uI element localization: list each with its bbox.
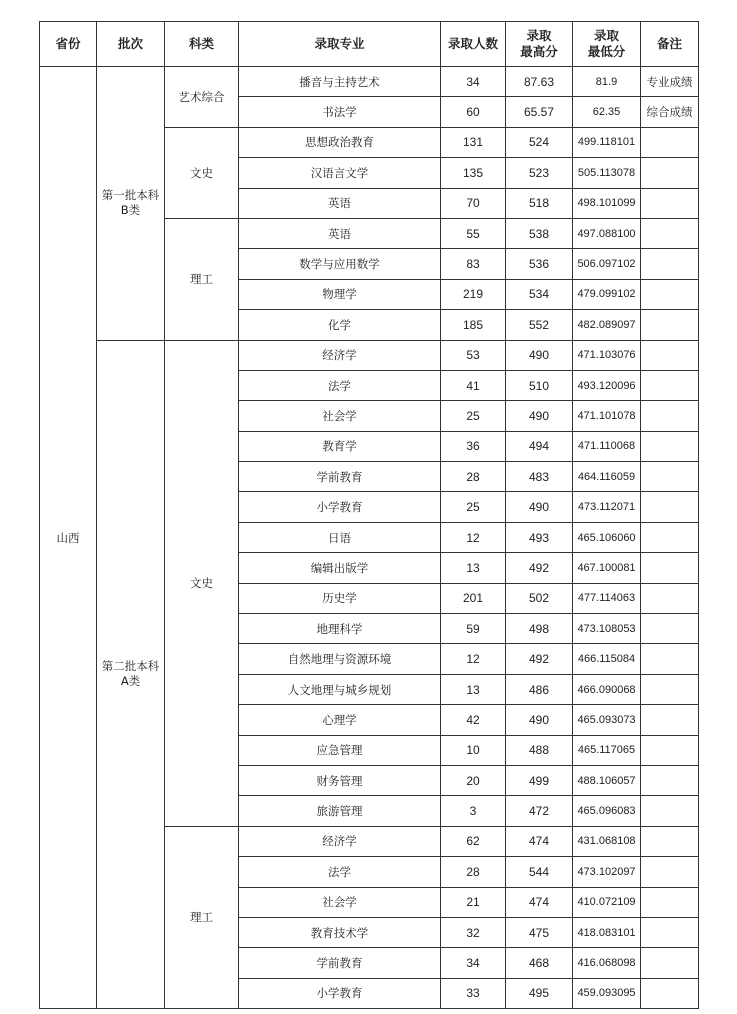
major-cell: 化学 bbox=[239, 310, 441, 340]
major-cell: 学前教育 bbox=[239, 948, 441, 978]
major-cell: 旅游管理 bbox=[239, 796, 441, 826]
count-cell: 33 bbox=[441, 978, 506, 1008]
count-cell: 135 bbox=[441, 158, 506, 188]
note-cell bbox=[641, 492, 699, 522]
header-province: 省份 bbox=[40, 22, 97, 67]
header-max-score bbox=[506, 22, 573, 67]
note-cell bbox=[641, 826, 699, 856]
max-score-cell: 536 bbox=[506, 249, 573, 279]
note-cell bbox=[641, 765, 699, 795]
max-score-cell: 474 bbox=[506, 826, 573, 856]
count-cell: 55 bbox=[441, 218, 506, 248]
count-cell: 219 bbox=[441, 279, 506, 309]
max-score-cell: 483 bbox=[506, 462, 573, 492]
min-score-cell: 493.120096 bbox=[573, 370, 641, 400]
max-score-cell: 552 bbox=[506, 310, 573, 340]
count-cell: 25 bbox=[441, 401, 506, 431]
max-score-cell: 492 bbox=[506, 644, 573, 674]
min-score-cell: 479.099102 bbox=[573, 279, 641, 309]
note-cell bbox=[641, 948, 699, 978]
max-score-cell: 523 bbox=[506, 158, 573, 188]
note-cell bbox=[641, 522, 699, 552]
major-cell: 汉语言文学 bbox=[239, 158, 441, 188]
count-cell: 12 bbox=[441, 644, 506, 674]
count-cell: 28 bbox=[441, 462, 506, 492]
min-score-cell: 431.068108 bbox=[573, 826, 641, 856]
header-batch: 批次 bbox=[97, 22, 165, 67]
count-cell: 83 bbox=[441, 249, 506, 279]
header-count: 录取人数 bbox=[441, 22, 506, 67]
batch-cell-2-line2: A类 bbox=[120, 674, 141, 689]
min-score-cell: 482.089097 bbox=[573, 310, 641, 340]
count-cell: 131 bbox=[441, 127, 506, 157]
count-cell: 185 bbox=[441, 310, 506, 340]
min-score-cell: 464.116059 bbox=[573, 462, 641, 492]
admission-table bbox=[39, 21, 699, 1009]
note-cell: 综合成绩 bbox=[641, 97, 699, 127]
max-score-cell: 490 bbox=[506, 705, 573, 735]
note-cell bbox=[641, 127, 699, 157]
min-score-cell: 81.9 bbox=[573, 67, 641, 97]
max-score-cell: 544 bbox=[506, 857, 573, 887]
min-score-cell: 497.088100 bbox=[573, 218, 641, 248]
major-cell: 自然地理与资源环境 bbox=[239, 644, 441, 674]
max-score-cell: 486 bbox=[506, 674, 573, 704]
count-cell: 41 bbox=[441, 370, 506, 400]
count-cell: 13 bbox=[441, 674, 506, 704]
major-cell: 社会学 bbox=[239, 401, 441, 431]
count-cell: 62 bbox=[441, 826, 506, 856]
count-cell: 60 bbox=[441, 97, 506, 127]
min-score-cell: 498.101099 bbox=[573, 188, 641, 218]
major-cell: 法学 bbox=[239, 857, 441, 887]
major-cell: 编辑出版学 bbox=[239, 553, 441, 583]
note-cell bbox=[641, 279, 699, 309]
note-cell bbox=[641, 431, 699, 461]
note-cell bbox=[641, 917, 699, 947]
count-cell: 70 bbox=[441, 188, 506, 218]
major-cell: 经济学 bbox=[239, 340, 441, 370]
min-score-cell: 416.068098 bbox=[573, 948, 641, 978]
category-cell-wenshi-2: 文史 bbox=[165, 340, 239, 826]
batch-cell-2 bbox=[97, 340, 165, 1009]
max-score-cell: 65.57 bbox=[506, 97, 573, 127]
note-cell bbox=[641, 644, 699, 674]
header-row bbox=[40, 22, 699, 67]
major-cell: 人文地理与城乡规划 bbox=[239, 674, 441, 704]
batch-cell-1-line1: 第一批本科 bbox=[101, 188, 160, 203]
max-score-cell: 472 bbox=[506, 796, 573, 826]
count-cell: 201 bbox=[441, 583, 506, 613]
max-score-cell: 502 bbox=[506, 583, 573, 613]
count-cell: 3 bbox=[441, 796, 506, 826]
min-score-cell: 465.117065 bbox=[573, 735, 641, 765]
min-score-cell: 465.106060 bbox=[573, 522, 641, 552]
major-cell: 英语 bbox=[239, 188, 441, 218]
header-min-line2: 最低分 bbox=[587, 44, 626, 59]
count-cell: 34 bbox=[441, 948, 506, 978]
min-score-cell: 471.110068 bbox=[573, 431, 641, 461]
count-cell: 42 bbox=[441, 705, 506, 735]
header-major: 录取专业 bbox=[239, 22, 441, 67]
batch-cell-1-line2: B类 bbox=[120, 203, 141, 218]
note-cell bbox=[641, 158, 699, 188]
note-cell bbox=[641, 674, 699, 704]
count-cell: 12 bbox=[441, 522, 506, 552]
max-score-cell: 493 bbox=[506, 522, 573, 552]
count-cell: 59 bbox=[441, 614, 506, 644]
min-score-cell: 499.118101 bbox=[573, 127, 641, 157]
table-row bbox=[40, 340, 699, 370]
category-cell-ligong-2: 理工 bbox=[165, 826, 239, 1008]
header-category: 科类 bbox=[165, 22, 239, 67]
max-score-cell: 488 bbox=[506, 735, 573, 765]
note-cell bbox=[641, 553, 699, 583]
count-cell: 25 bbox=[441, 492, 506, 522]
min-score-cell: 418.083101 bbox=[573, 917, 641, 947]
min-score-cell: 465.093073 bbox=[573, 705, 641, 735]
batch-cell-1 bbox=[97, 67, 165, 341]
max-score-cell: 468 bbox=[506, 948, 573, 978]
category-cell-ligong-1: 理工 bbox=[165, 218, 239, 340]
category-cell-art: 艺术综合 bbox=[165, 67, 239, 128]
major-cell: 播音与主持艺术 bbox=[239, 67, 441, 97]
count-cell: 21 bbox=[441, 887, 506, 917]
max-score-cell: 518 bbox=[506, 188, 573, 218]
category-cell-wenshi-1: 文史 bbox=[165, 127, 239, 218]
note-cell bbox=[641, 218, 699, 248]
max-score-cell: 534 bbox=[506, 279, 573, 309]
min-score-cell: 488.106057 bbox=[573, 765, 641, 795]
count-cell: 28 bbox=[441, 857, 506, 887]
note-cell bbox=[641, 614, 699, 644]
note-cell: 专业成绩 bbox=[641, 67, 699, 97]
major-cell: 地理科学 bbox=[239, 614, 441, 644]
major-cell: 历史学 bbox=[239, 583, 441, 613]
note-cell bbox=[641, 370, 699, 400]
count-cell: 36 bbox=[441, 431, 506, 461]
count-cell: 32 bbox=[441, 917, 506, 947]
max-score-cell: 538 bbox=[506, 218, 573, 248]
min-score-cell: 466.115084 bbox=[573, 644, 641, 674]
max-score-cell: 490 bbox=[506, 340, 573, 370]
min-score-cell: 505.113078 bbox=[573, 158, 641, 188]
min-score-cell: 473.108053 bbox=[573, 614, 641, 644]
min-score-cell: 506.097102 bbox=[573, 249, 641, 279]
note-cell bbox=[641, 978, 699, 1008]
header-note: 备注 bbox=[641, 22, 699, 67]
count-cell: 34 bbox=[441, 67, 506, 97]
note-cell bbox=[641, 857, 699, 887]
province-cell: 山西 bbox=[40, 67, 97, 1009]
batch-cell-2-line1: 第二批本科 bbox=[101, 659, 160, 674]
min-score-cell: 467.100081 bbox=[573, 553, 641, 583]
table-row bbox=[40, 67, 699, 97]
max-score-cell: 87.63 bbox=[506, 67, 573, 97]
note-cell bbox=[641, 887, 699, 917]
note-cell bbox=[641, 340, 699, 370]
min-score-cell: 62.35 bbox=[573, 97, 641, 127]
max-score-cell: 490 bbox=[506, 492, 573, 522]
major-cell: 书法学 bbox=[239, 97, 441, 127]
note-cell bbox=[641, 583, 699, 613]
note-cell bbox=[641, 310, 699, 340]
max-score-cell: 495 bbox=[506, 978, 573, 1008]
major-cell: 英语 bbox=[239, 218, 441, 248]
major-cell: 教育技术学 bbox=[239, 917, 441, 947]
min-score-cell: 473.112071 bbox=[573, 492, 641, 522]
major-cell: 财务管理 bbox=[239, 765, 441, 795]
max-score-cell: 510 bbox=[506, 370, 573, 400]
major-cell: 应急管理 bbox=[239, 735, 441, 765]
major-cell: 心理学 bbox=[239, 705, 441, 735]
min-score-cell: 473.102097 bbox=[573, 857, 641, 887]
min-score-cell: 471.101078 bbox=[573, 401, 641, 431]
count-cell: 10 bbox=[441, 735, 506, 765]
min-score-cell: 459.093095 bbox=[573, 978, 641, 1008]
max-score-cell: 490 bbox=[506, 401, 573, 431]
max-score-cell: 474 bbox=[506, 887, 573, 917]
major-cell: 教育学 bbox=[239, 431, 441, 461]
min-score-cell: 410.072109 bbox=[573, 887, 641, 917]
note-cell bbox=[641, 735, 699, 765]
major-cell: 数学与应用数学 bbox=[239, 249, 441, 279]
note-cell bbox=[641, 401, 699, 431]
major-cell: 社会学 bbox=[239, 887, 441, 917]
note-cell bbox=[641, 796, 699, 826]
min-score-cell: 465.096083 bbox=[573, 796, 641, 826]
count-cell: 20 bbox=[441, 765, 506, 795]
max-score-cell: 524 bbox=[506, 127, 573, 157]
header-min-line1: 录取 bbox=[593, 28, 619, 43]
note-cell bbox=[641, 462, 699, 492]
count-cell: 53 bbox=[441, 340, 506, 370]
major-cell: 学前教育 bbox=[239, 462, 441, 492]
major-cell: 物理学 bbox=[239, 279, 441, 309]
header-max-line2: 最高分 bbox=[520, 44, 558, 59]
min-score-cell: 471.103076 bbox=[573, 340, 641, 370]
major-cell: 经济学 bbox=[239, 826, 441, 856]
note-cell bbox=[641, 249, 699, 279]
min-score-cell: 466.090068 bbox=[573, 674, 641, 704]
major-cell: 法学 bbox=[239, 370, 441, 400]
header-min-score bbox=[573, 22, 641, 67]
major-cell: 小学教育 bbox=[239, 978, 441, 1008]
note-cell bbox=[641, 188, 699, 218]
max-score-cell: 492 bbox=[506, 553, 573, 583]
max-score-cell: 498 bbox=[506, 614, 573, 644]
count-cell: 13 bbox=[441, 553, 506, 583]
min-score-cell: 477.114063 bbox=[573, 583, 641, 613]
note-cell bbox=[641, 705, 699, 735]
max-score-cell: 499 bbox=[506, 765, 573, 795]
header-max-line1: 录取 bbox=[526, 28, 552, 43]
max-score-cell: 475 bbox=[506, 917, 573, 947]
major-cell: 小学教育 bbox=[239, 492, 441, 522]
major-cell: 思想政治教育 bbox=[239, 127, 441, 157]
max-score-cell: 494 bbox=[506, 431, 573, 461]
major-cell: 日语 bbox=[239, 522, 441, 552]
